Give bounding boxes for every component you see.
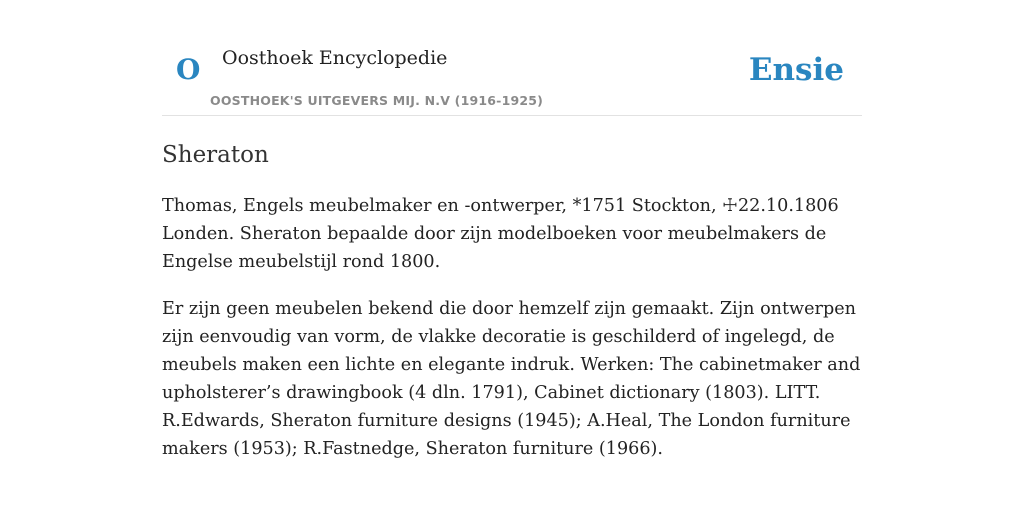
article-body — [162, 192, 862, 482]
site-logo[interactable]: O — [176, 53, 201, 86]
article-title: Sheraton — [162, 142, 269, 168]
publisher-subtitle: OOSTHOEK'S UITGEVERS MIJ. N.V (1916-1925) — [210, 93, 544, 108]
article-paragraph: Thomas, Engels meubelmaker en -ontwerper, *1751 Stockton, ☩22.10.1806 Londen. Sheraton bepaalde door zijn modelboeken voor meubelmakers de Engelse meubelstijl rond 1800. — [162, 196, 839, 272]
site-title-link[interactable]: Oosthoek Encyclopedie — [222, 47, 448, 69]
brand-logo-link[interactable]: Ensie — [748, 52, 844, 88]
article-paragraph: Er zijn geen meubelen bekend die door hemzelf zijn gemaakt. Zijn ontwerpen zijn eenvoudig van vorm, de vlakke decoratie is geschilderd of ingelegd, de meubels maken een lichte en elegante indruk. Werken: The cabinetmaker and upholsterer’s drawingbook (4 dln. 1791), Cabinet dictionary (1803). LITT. R.Edwards, Sheraton furniture designs (1945); A.Heal, The London furniture makers (1953); R.Fastnedge, Sheraton furniture (1966). — [162, 299, 861, 459]
site-header — [162, 0, 862, 116]
page-container — [162, 0, 862, 459]
